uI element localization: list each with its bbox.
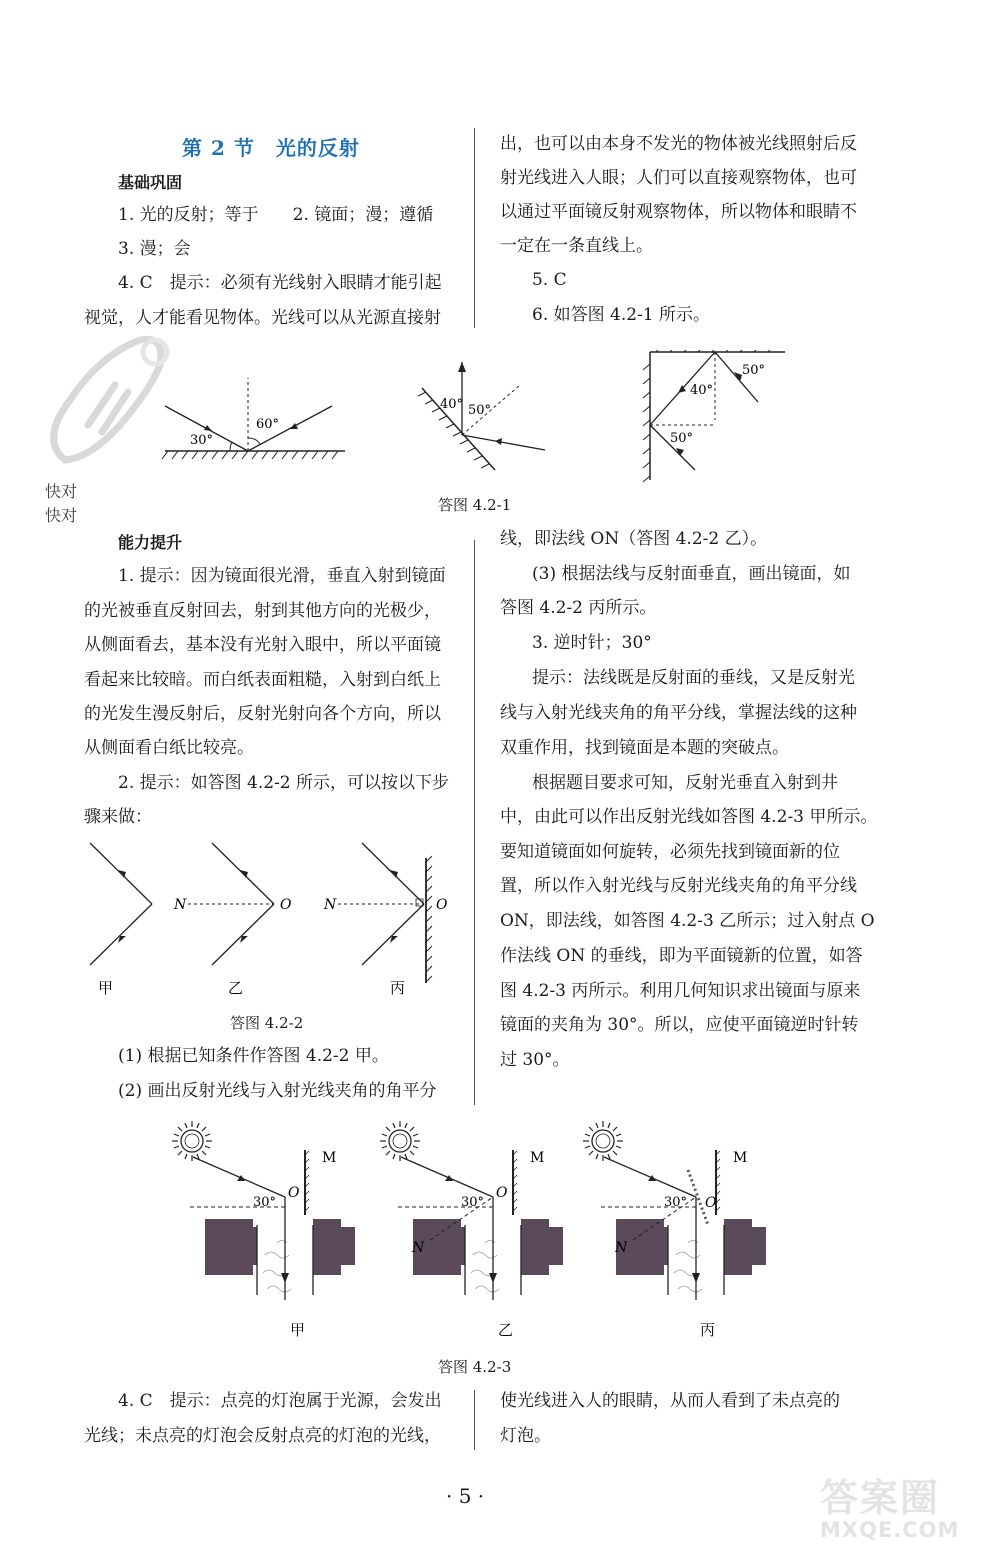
basic-heading: 基础巩固 <box>118 173 183 192</box>
right-top-line-1: 出，也可以由本身不发光的物体被光线照射后反 <box>500 134 857 154</box>
fig3-yi-angle: 30° <box>461 1195 485 1210</box>
page-number: · 5 · <box>446 1484 485 1508</box>
right-top-line-4: 一定在一条直线上。 <box>500 236 653 256</box>
watermark-brand-url: MXQE.COM <box>820 1518 960 1542</box>
right-mid-line-3: 答图 4.2-2 丙所示。 <box>500 598 657 618</box>
column-divider-top <box>474 128 475 328</box>
fig1-b-angle-50: 50° <box>468 403 492 418</box>
figure-4-2-3 <box>160 1115 810 1350</box>
right-top-line-6: 6. 如答图 4.2-1 所示。 <box>532 305 711 325</box>
bottom-left-line-2: 光线；未点亮的灯泡会反射点亮的灯泡的光线， <box>84 1426 441 1446</box>
fig3-bing <box>583 1121 766 1339</box>
right-mid-line-13: 作法线 ON 的垂线，即为平面镜新的位置，如答 <box>500 946 863 966</box>
right-mid-line-11: 置，所以作入射光线与反射光线夹角的角平分线 <box>500 876 857 896</box>
figure-4-2-1 <box>150 350 800 490</box>
fig2-bing <box>323 843 448 997</box>
figure-4-2-2 <box>80 838 460 1003</box>
right-mid-line-9: 中，由此可以作出反射光线如答图 4.2-3 甲所示。 <box>500 807 878 827</box>
ability-line-4: 看起来比较暗。而白纸表面粗糙，入射到白纸上 <box>84 670 441 690</box>
fig2-yi-N: N <box>174 897 187 913</box>
fig3-label-yi: 乙 <box>498 1321 514 1339</box>
right-mid-line-5: 提示：法线既是反射面的垂线，又是反射光 <box>532 668 855 688</box>
basic-line-2: 3. 漫；会 <box>118 239 191 259</box>
ability-heading: 能力提升 <box>118 533 183 552</box>
fig3-yi <box>380 1121 563 1339</box>
fig3-yi-O: O <box>496 1185 508 1201</box>
ability-line-1: 1. 提示：因为镜面很光滑，垂直入射到镜面 <box>118 566 446 586</box>
fig3-label-bing: 丙 <box>700 1321 716 1339</box>
bottom-left-line-1: 4. C 提示：点亮的灯泡属于光源，会发出 <box>118 1391 442 1411</box>
watermark-brand-cn: 答案圈 <box>820 1476 941 1520</box>
fig2-yi <box>173 843 292 997</box>
fig1-a-angle-30: 30° <box>190 433 214 448</box>
left-after-fig2-line-1: (1) 根据已知条件作答图 4.2-2 甲。 <box>118 1046 389 1066</box>
fig2-label-yi: 乙 <box>228 979 244 997</box>
fig2-caption: 答图 4.2-2 <box>230 1014 304 1032</box>
basic-line-3: 4. C 提示：必须有光线射入眼睛才能引起 <box>118 273 442 293</box>
fig3-label-jia: 甲 <box>290 1321 306 1339</box>
fig1-c-angle-40: 40° <box>690 383 714 398</box>
fig3-bing-O: O <box>705 1195 717 1211</box>
ability-line-5: 的光发生漫反射后，反射光射向各个方向，所以 <box>84 704 441 724</box>
right-mid-line-4: 3. 逆时针；30° <box>532 633 652 653</box>
fig3-bing-angle: 30° <box>664 1195 688 1210</box>
ability-line-3: 从侧面看去，基本没有光射入眼中，所以平面镜 <box>84 635 441 655</box>
ability-line-2: 的光被垂直反射回去，射到其他方向的光极少， <box>84 601 441 621</box>
right-mid-line-1: 线，即法线 ON（答图 4.2-2 乙）。 <box>500 529 768 549</box>
fig2-bing-N: N <box>324 897 337 913</box>
fig1-caption: 答图 4.2-1 <box>438 496 512 514</box>
basic-line-1: 1. 光的反射；等于 2. 镜面；漫；遵循 <box>118 205 434 225</box>
fig1-b-angle-40: 40° <box>440 397 464 412</box>
fig1-a-diagram <box>162 378 345 459</box>
right-mid-line-2: (3) 根据法线与反射面垂直，画出镜面，如 <box>532 564 851 584</box>
fig3-jia-M: M <box>322 1150 337 1166</box>
fig3-yi-sun-icon <box>380 1121 420 1161</box>
right-mid-line-12: ON，即法线，如答图 4.2-3 乙所示；过入射点 O <box>500 911 875 931</box>
fig3-yi-N: N <box>412 1240 425 1256</box>
right-mid-line-10: 要知道镜面如何旋转，必须先找到镜面新的位 <box>500 842 840 862</box>
right-top-line-3: 以通过平面镜反射观察物体，所以物体和眼睛不 <box>500 202 857 222</box>
fig2-yi-O: O <box>280 897 292 913</box>
column-divider-mid <box>474 540 475 1105</box>
right-mid-line-14: 图 4.2-3 丙所示。利用几何知识求出镜面与原来 <box>500 981 861 1001</box>
fig1-c-diagram <box>643 350 785 482</box>
column-divider-bottom <box>474 1390 475 1450</box>
right-mid-line-15: 镜面的夹角为 30°。所以，应使平面镜逆时针转 <box>500 1015 859 1035</box>
fig1-c-angle-50-top: 50° <box>742 363 766 378</box>
left-after-fig2-line-2: (2) 画出反射光线与入射光线夹角的角平分 <box>118 1081 437 1101</box>
ability-line-8: 骤来做： <box>84 807 152 827</box>
right-mid-line-6: 线与入射光线夹角的角平分线，掌握法线的这种 <box>500 703 857 723</box>
right-top-line-2: 射光线进入人眼；人们可以直接观察物体，也可 <box>500 168 857 188</box>
basic-line-4: 视觉，人才能看见物体。光线可以从光源直接射 <box>84 308 441 328</box>
fig3-jia-O: O <box>288 1185 300 1201</box>
right-mid-line-8: 根据题目要求可知，反射光垂直入射到井 <box>532 773 838 793</box>
fig2-jia <box>90 843 152 997</box>
fig1-c-angle-50-bottom: 50° <box>670 431 694 446</box>
fig3-yi-M: M <box>530 1150 545 1166</box>
ability-line-7: 2. 提示：如答图 4.2-2 所示，可以按以下步 <box>118 773 450 793</box>
fig3-bing-M: M <box>733 1150 748 1166</box>
ability-line-6: 从侧面看白纸比较亮。 <box>84 738 254 758</box>
watermark-text-2: 快对 <box>45 506 78 525</box>
fig2-label-jia: 甲 <box>98 979 114 997</box>
right-mid-line-16: 过 30°。 <box>500 1050 570 1070</box>
fig3-jia-sun-icon <box>172 1121 212 1161</box>
right-top-line-5: 5. C <box>532 270 567 290</box>
fig3-bing-sun-icon <box>583 1121 623 1161</box>
watermark-text-1: 快对 <box>45 482 78 501</box>
fig3-bing-N: N <box>615 1240 628 1256</box>
fig2-label-bing: 丙 <box>390 979 406 997</box>
bottom-right-line-2: 灯泡。 <box>500 1426 551 1446</box>
right-mid-line-7: 双重作用，找到镜面是本题的突破点。 <box>500 738 789 758</box>
watermark-brand <box>820 1478 990 1550</box>
section-title: 第 2 节 光的反射 <box>182 136 360 160</box>
fig1-a-angle-60: 60° <box>256 417 280 432</box>
fig2-bing-O: O <box>436 897 448 913</box>
fig1-b-diagram <box>418 362 545 470</box>
fig3-caption: 答图 4.2-3 <box>438 1358 512 1376</box>
fig3-jia <box>172 1121 355 1339</box>
fig3-jia-angle: 30° <box>253 1195 277 1210</box>
bottom-right-line-1: 使光线进入人的眼睛，从而人看到了未点亮的 <box>500 1391 840 1411</box>
